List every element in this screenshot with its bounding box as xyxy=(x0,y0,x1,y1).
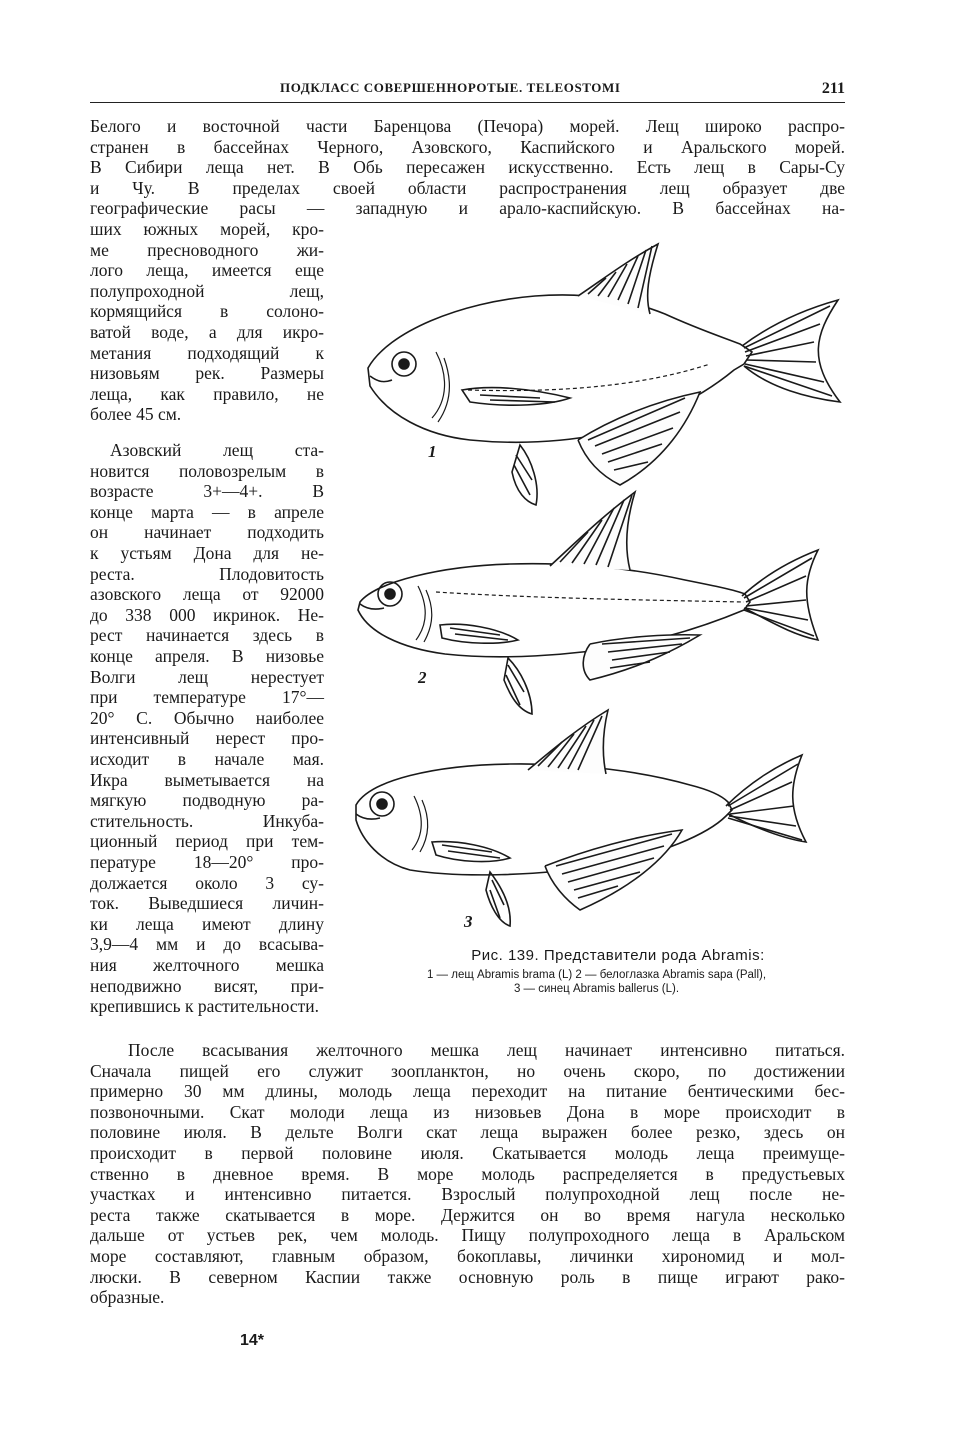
text-line: конце апреля. В низовье xyxy=(90,646,324,666)
text-line: ственно в дневное время. В море молодь распределяется в предустьевых xyxy=(90,1163,845,1184)
text-line: новится половозрелым в xyxy=(90,460,324,481)
page-number: 211 xyxy=(821,80,845,97)
text-line: метания подходящий к xyxy=(90,342,324,363)
text-line: неподвижно висят, при- xyxy=(90,975,324,996)
text-line: участках и интенсивно питается. Взрослый полупроходной лещ после не- xyxy=(90,1184,845,1205)
fish-label-1: 1 xyxy=(428,442,437,461)
text-line: и Чу. В пределах своей области распространения лещ образует две xyxy=(90,177,845,198)
fish-1-drawing xyxy=(368,244,840,505)
text-line: исходит в начале мая. xyxy=(90,749,324,769)
text-line: интенсивный нерест про- xyxy=(90,728,324,749)
fish-2-drawing xyxy=(358,492,818,714)
text-line: ме пресноводного жи- xyxy=(90,239,324,260)
text-line: образные. xyxy=(90,1287,165,1308)
fish-label-2: 2 xyxy=(418,668,427,687)
caption-legend-line: 3 — синец Abramis ballerus (L). xyxy=(513,983,680,995)
text-line: половине июля. В дельте Волги скат леща выражен более резко, здесь он xyxy=(90,1122,845,1143)
text-line: ки леща имеют длину xyxy=(90,913,324,934)
text-line: более 45 см. xyxy=(90,404,182,425)
text-line: стительность. Инкуба- xyxy=(90,810,324,831)
text-line: к устьям Дона для не- xyxy=(90,543,324,563)
text-line: позвоночными. Скат молоди леща из низовьев Дона в море происходит в xyxy=(90,1101,845,1122)
caption-legend-line: 1 — лещ Abramis brama (L) 2 — белоглазка Abramis sapa (Pall), xyxy=(426,969,767,981)
text-line: ток. Выведшиеся личин- xyxy=(90,893,324,914)
text-line: ния желточного мешка xyxy=(90,955,324,975)
text-line: до 338 000 икринок. Не- xyxy=(90,604,324,625)
text-line: при температуре 17°— xyxy=(90,687,324,708)
text-line: должается около 3 су- xyxy=(90,872,324,893)
text-line: Сначала пищей его служит зоопланктон, но очень скоро, по достижении xyxy=(90,1060,845,1081)
text-line: море составляют, главным образом, бокоплавы, личинки хирономид и мол- xyxy=(90,1246,845,1266)
text-line: лого леща, имеется еще xyxy=(90,260,324,281)
text-line: ционный период при тем- xyxy=(90,831,324,852)
text-line: люски. В северном Каспии также основную роль в пище играют рако- xyxy=(90,1266,845,1287)
text-line: низовьям рек. Размеры xyxy=(90,363,324,384)
text-line: Азовский лещ ста- xyxy=(110,440,324,460)
text-line: В Сибири леща нет. В Обь пересажен искусственно. Есть лещ в Сары-Су xyxy=(90,157,845,178)
text-line: примерно 30 мм длины, молодь леща переходит на питание бентическими бес- xyxy=(90,1081,845,1102)
text-line: Икра выметывается на xyxy=(90,769,324,790)
text-line: ватой воде, а для икро- xyxy=(90,322,324,342)
text-line: леща, как правило, не xyxy=(90,383,324,404)
text-line: После всасывания желточного мешка лещ начинает интенсивно питаться. xyxy=(128,1040,845,1060)
text-line: пературе 18—20° про- xyxy=(90,852,324,872)
text-line: Волги лещ нерестует xyxy=(90,666,324,687)
text-line: мягкую подводную ра- xyxy=(90,790,324,811)
text-line: географические расы — западную и арало-каспийскую. В бассейнах на- xyxy=(90,198,845,219)
signature-mark: 14* xyxy=(240,1332,265,1349)
text-line: азовского леща от 92000 xyxy=(90,584,324,605)
figure-139 xyxy=(340,240,855,1000)
fish-label-3: 3 xyxy=(464,912,473,931)
text-line: ших южных морей, кро- xyxy=(90,219,324,239)
text-line: он начинает подходить xyxy=(90,522,324,543)
text-line: конце марта — в апреле xyxy=(90,501,324,522)
figure-caption-title: Рис. 139. Представители рода Abramis: xyxy=(471,947,765,964)
page-header xyxy=(90,76,845,103)
text-line: 20° С. Обычно наиболее xyxy=(90,707,324,728)
fish-illustrations xyxy=(340,240,855,940)
figure-caption-legend xyxy=(344,968,849,996)
running-title: ПОДКЛАСС СОВЕРШЕННОРОТЫЕ. TELEOSTOMI xyxy=(280,80,621,95)
text-line: происходит в первой половине июля. Скатывается молодь леща преимуще- xyxy=(90,1143,845,1163)
text-line: реста. Плодовитость xyxy=(90,563,324,584)
text-line: 3,9—4 мм и до всасыва- xyxy=(90,934,324,955)
text-line: дальше от устьев рек, чем молодь. Пищу полупроходного леща в Аральском xyxy=(90,1225,845,1246)
text-line: кормящийся в солоно- xyxy=(90,301,324,322)
fish-3-drawing xyxy=(356,710,806,926)
text-line: крепившись к растительности. xyxy=(90,996,319,1017)
text-line: возрасте 3+—4+. В xyxy=(90,481,324,502)
text-line: странен в бассейнах Черного, Азовского, Каспийского и Аральского морей. xyxy=(90,136,845,157)
text-line: рест начинается здесь в xyxy=(90,625,324,646)
text-line: Белого и восточной части Баренцова (Печора) морей. Лещ широко распро- xyxy=(90,116,845,136)
text-line: полупроходной лещ, xyxy=(90,280,324,301)
text-line: реста также скатывается в море. Держится он во время нагула несколько xyxy=(90,1204,845,1225)
